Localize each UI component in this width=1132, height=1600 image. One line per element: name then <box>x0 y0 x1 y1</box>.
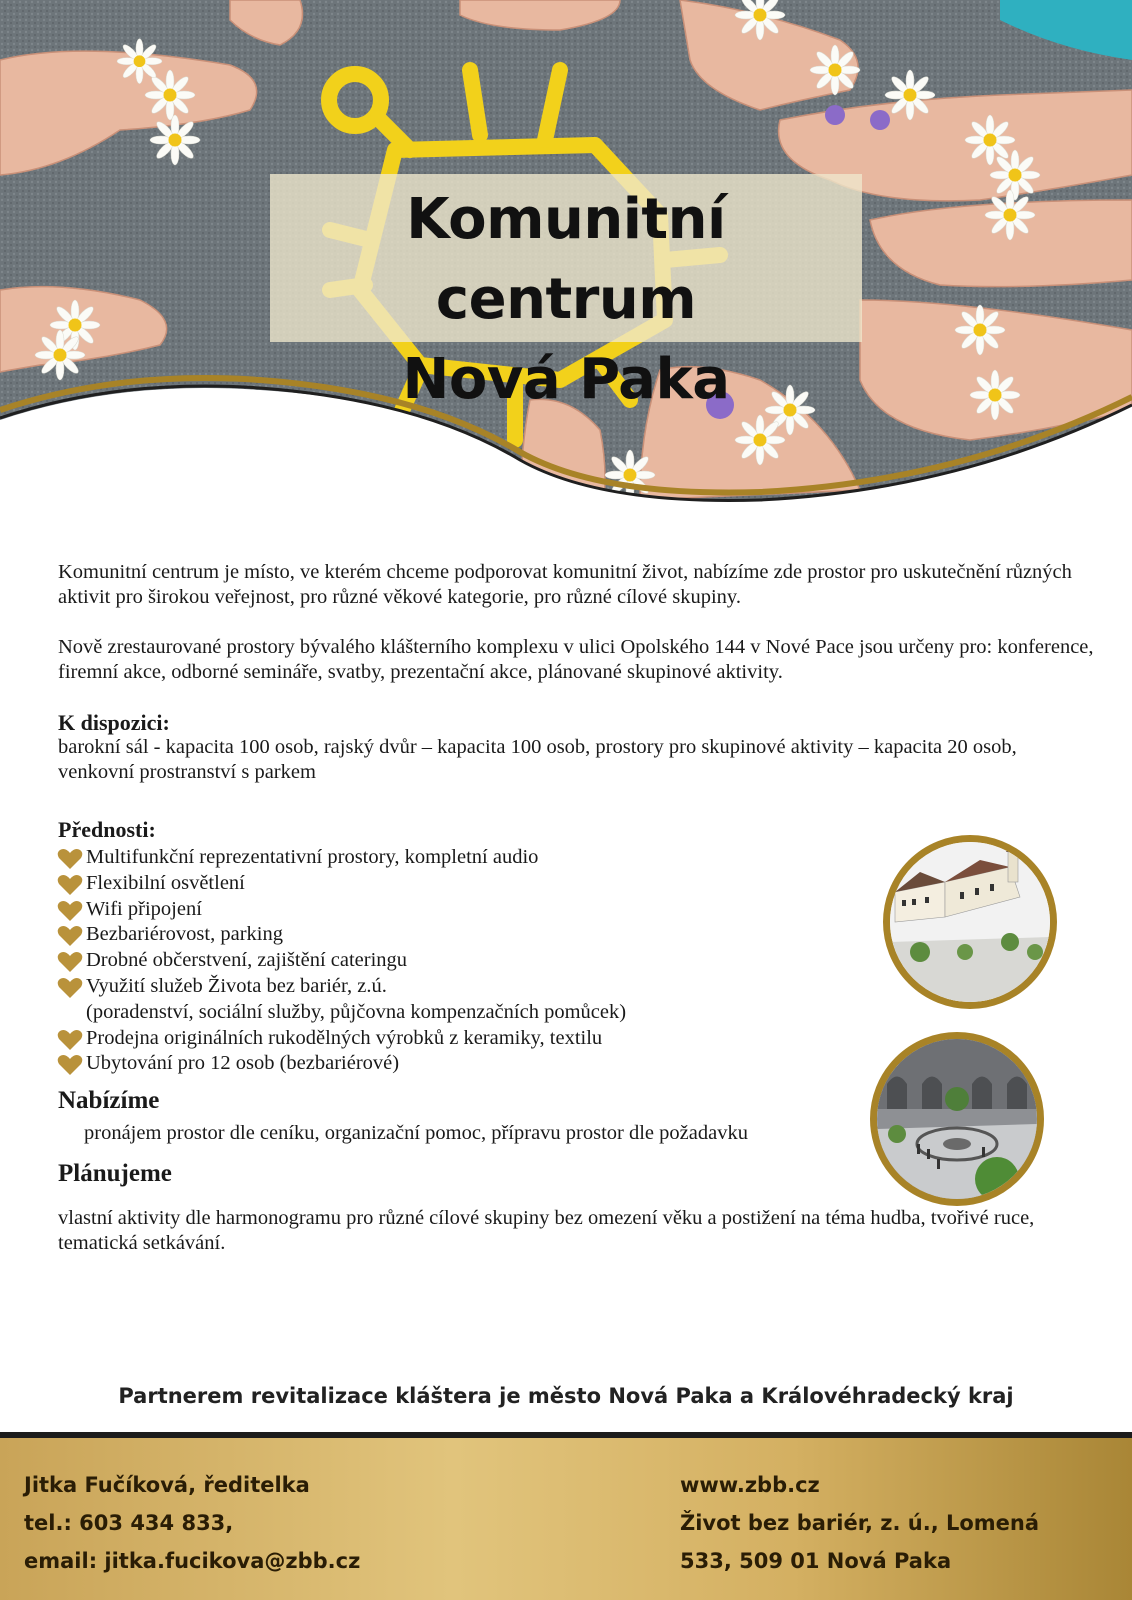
footer-organization <box>680 1466 1039 1580</box>
hero-banner <box>0 0 1132 520</box>
footer-org-address-1: Život bez bariér, z. ú., Lomená <box>680 1511 1040 1535</box>
courtyard-render-svg <box>877 1039 1037 1199</box>
footer <box>0 1432 1132 1600</box>
page-title-line1: Komunitní centrum <box>406 187 726 332</box>
list-item-text: Ubytování pro 12 osob (bezbariérové) <box>86 1052 400 1075</box>
building-render-svg <box>890 842 1050 1002</box>
list-item-text: Bezbariérovost, parking <box>86 923 283 946</box>
list-item <box>58 1051 878 1077</box>
list-item <box>58 871 878 897</box>
partner-line: Partnerem revitalizace kláštera je město Nová Paka a Královéhradecký kraj <box>118 1384 1014 1408</box>
heart-bullet-icon <box>56 900 84 922</box>
footer-contact-phone: tel.: 603 434 833, <box>24 1511 234 1535</box>
page-title-line2: Nová Paka <box>402 347 730 412</box>
heart-bullet-icon <box>56 848 84 870</box>
nabizime-heading: Nabízíme <box>58 1087 160 1115</box>
courtyard-render-image <box>870 1032 1044 1206</box>
list-item <box>58 897 878 923</box>
list-item-text: Multifunkční reprezentativní prostory, kompletní audio <box>86 846 539 868</box>
footer-contact-email[interactable]: email: jitka.fucikova@zbb.cz <box>24 1549 361 1573</box>
list-item-text: Drobné občerstvení, zajištění cateringu <box>86 949 408 972</box>
heart-bullet-icon <box>56 977 84 999</box>
footer-contact <box>24 1466 360 1580</box>
building-render-image <box>883 835 1057 1009</box>
footer-website-link[interactable]: www.zbb.cz <box>680 1473 820 1497</box>
prednosti-list <box>58 845 878 1077</box>
intro-paragraph-1: Komunitní centrum je místo, ve kterém chceme podporovat komunitní život, nabízíme zde prostor pro uskutečnění různých aktivit pro širokou veřejnost, pro různé věkové kategorie, pro různé cílové skupiny. <box>58 561 1072 608</box>
heart-bullet-icon <box>56 1029 84 1051</box>
dispozice-text: barokní sál - kapacita 100 osob, rajský dvůr – kapacita 100 osob, prostory pro skupinové aktivity – kapacita 20 osob, venkovní prostranství s parkem <box>58 736 1017 783</box>
heart-bullet-icon <box>56 951 84 973</box>
footer-contact-name: Jitka Fučíková, ředitelka <box>24 1473 310 1497</box>
list-item-text: Prodejna originálních rukodělných výrobků z keramiky, textilu <box>86 1026 603 1049</box>
heart-bullet-icon <box>56 925 84 947</box>
footer-org-address-2: 533, 509 01 Nová Paka <box>680 1549 952 1573</box>
nabizime-text: pronájem prostor dle ceníku, organizační pomoc, přípravu prostor dle požadavku <box>84 1122 748 1145</box>
list-item <box>58 922 878 948</box>
dispozice-heading: K dispozici: <box>58 710 170 735</box>
list-item-text: Využití služeb Života bez bariér, z.ú. <box>86 974 387 997</box>
list-item-text: Wifi připojení <box>86 897 202 920</box>
planujeme-heading: Plánujeme <box>58 1160 172 1188</box>
title-box <box>270 174 862 412</box>
list-item-text: Flexibilní osvětlení <box>86 871 245 894</box>
heart-bullet-icon <box>56 874 84 896</box>
footer-divider <box>0 1432 1132 1438</box>
list-item <box>58 845 878 871</box>
planujeme-text: vlastní aktivity dle harmonogramu pro různé cílové skupiny bez omezení věku a postižení na téma hudba, tvořivé ruce, tematická setkávání. <box>58 1207 1035 1255</box>
intro-paragraph-2: Nově zrestaurované prostory bývalého klášterního komplexu v ulici Opolského 144 v Nové Pace jsou určeny pro: konference, firemní akce, odborné semináře, svatby, prezentační akce, plánované skupinové aktivity. <box>58 636 1094 683</box>
list-item <box>58 974 878 1000</box>
list-item <box>58 1026 878 1052</box>
prednosti-heading: Přednosti: <box>58 817 156 842</box>
list-item-subtext: (poradenství, sociální služby, půjčovna kompenzačních pomůcek) <box>86 1000 627 1023</box>
list-item <box>58 948 878 974</box>
heart-bullet-icon <box>56 1054 84 1076</box>
